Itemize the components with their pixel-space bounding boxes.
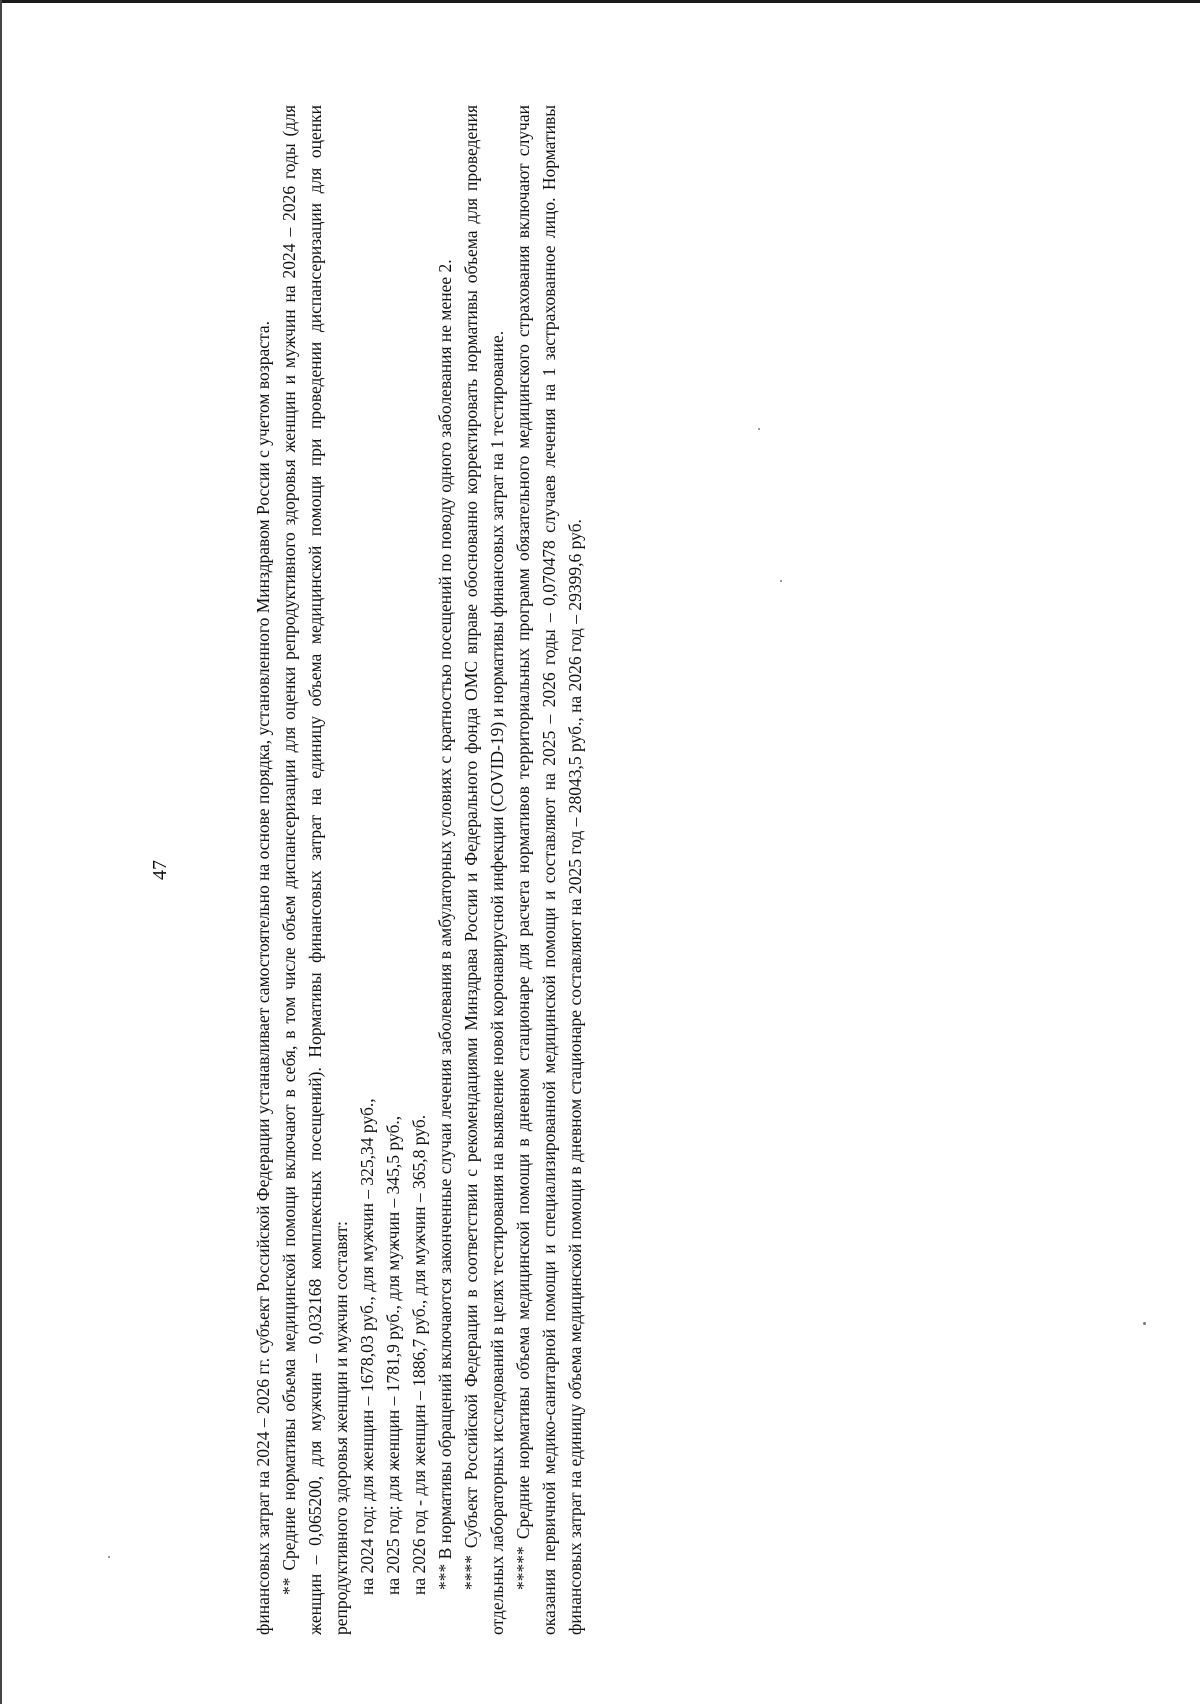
paragraph-year-2026: на 2026 год - для женщин – 1886,7 руб., для мужчин – 365,8 руб. bbox=[409, 1114, 429, 1595]
scan-speck bbox=[758, 428, 760, 430]
paragraph-footnote-4: **** Субъект Российской Федерации в соответствии с рекомендациями Минздрава России и Федерального фонда ОМС вправе обоснованно корректировать нормативы объема для проведения отдельных лабораторных исследований в целях тестирования на выявление новой коронавирусной инфекции (COVID-19) и нормативы финансовых затрат на 1 тестирование. bbox=[461, 105, 507, 1635]
paragraph-footnote-3: *** В нормативы обращений включаются законченные случаи лечения заболевания в амбулаторных условиях с кратностью посещений по поводу одного заболевания не менее 2. bbox=[435, 259, 455, 1590]
paragraph-year-2024: на 2024 год: для женщин – 1678,03 руб., для мужчин – 325,34 руб., bbox=[357, 1098, 377, 1595]
paragraph-year-2025: на 2025 год: для женщин – 1781,9 руб., для мужчин – 345,5 руб., bbox=[383, 1115, 403, 1595]
rotated-text-block bbox=[150, 105, 710, 1635]
document-body bbox=[250, 105, 588, 1635]
scan-top-edge bbox=[0, 0, 1200, 3]
scan-speck bbox=[1143, 1322, 1146, 1325]
scan-binding-line bbox=[0, 0, 2, 1704]
paragraph-footnote-2: ** Средние нормативы объема медицинской помощи включают в себя, в том числе объем диспансеризации для оценки репродуктивного здоровья женщин и мужчин на 2024 – 2026 годы (для женщин – 0,065200, для мужчин – 0,032168 комплексных посещений). Нормативы финансовых затрат на единицу объема медицинской помощи при проведении диспансеризации для оценки репродуктивного здоровья женщин и мужчин составят: bbox=[279, 105, 351, 1635]
page-number: 47 bbox=[149, 860, 171, 880]
scan-speck bbox=[108, 1556, 110, 1558]
scan-speck bbox=[780, 580, 782, 582]
paragraph-footnote-5: ***** Средние нормативы объема медицинской помощи в дневном стационаре для расчета нормативов территориальных программ обязательного медицинского страхования включают случаи оказания первичной медико-санитарной помощи и специализированной медицинской помощи и составляют на 2025 – 2026 годы – 0,070478 случаев лечения на 1 застрахованное лицо. Нормативы финансовых затрат на единицу объема медицинской помощи в дневном стационаре составляют на 2025 год – 28043,5 руб., на 2026 год – 29399,6 руб. bbox=[513, 105, 585, 1635]
paragraph-age-note: финансовых затрат на 2024 – 2026 гг. субъект Российской Федерации устанавливает самостоятельно на основе порядка, установленного Минздравом России с учетом возраста. bbox=[253, 321, 273, 1635]
